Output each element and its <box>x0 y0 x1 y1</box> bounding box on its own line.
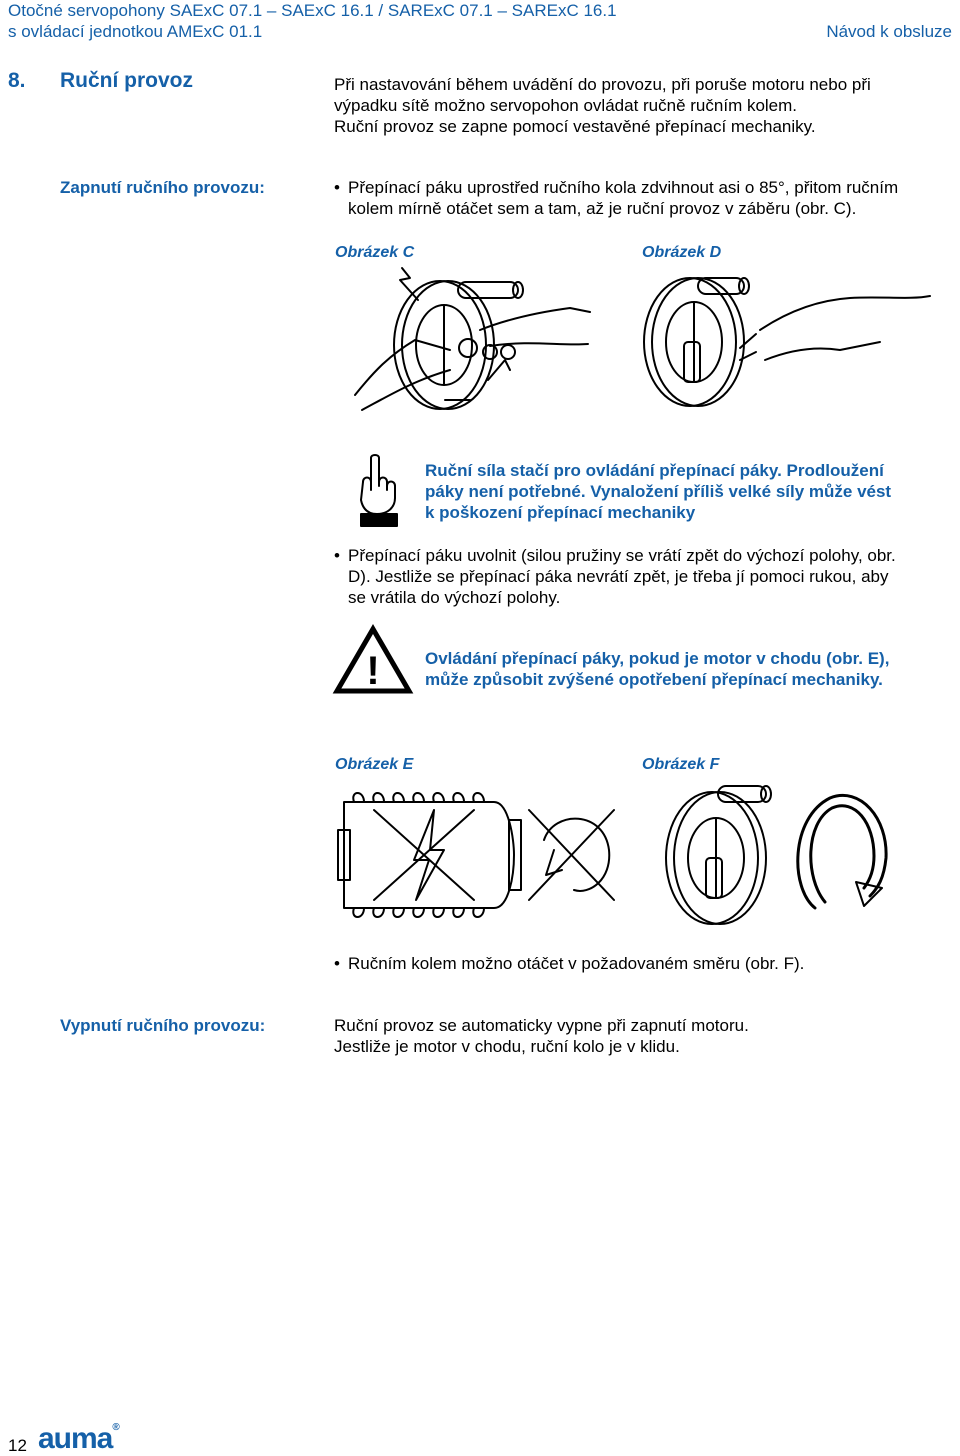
note-text <box>425 460 955 523</box>
registered-mark: ® <box>112 1422 119 1433</box>
disengage-label: Vypnutí ručního provozu: <box>60 1016 266 1035</box>
hand-icon <box>355 452 401 532</box>
disengage-line: Ruční provoz se automaticky vypne při zapnutí motoru. <box>334 1016 749 1035</box>
figure-e-label: Obrázek E <box>335 756 414 773</box>
direction-bullet-text: Ručním kolem možno otáčet v požadovaném směru (obr. F). <box>348 954 805 973</box>
header-title-line1: Otočné servopohony SAExC 07.1 – SAExC 16.1 / SARExC 07.1 – SARExC 16.1 <box>8 1 617 20</box>
figure-d-label: Obrázek D <box>642 244 722 261</box>
disengage-line: Jestliže je motor v chodu, ruční kolo je v klidu. <box>334 1037 680 1056</box>
release-bullet-line: Přepínací páku uvolnit (silou pružiny se vrátí zpět do výchozí polohy, obr. <box>348 546 896 565</box>
direction-bullet <box>334 953 954 974</box>
intro-line: Ruční provoz se zapne pomocí vestavěné přepínací mechaniky. <box>334 117 816 136</box>
section-number: 8. <box>8 69 26 92</box>
section-intro <box>334 74 954 137</box>
figure-f-illustration <box>660 778 900 938</box>
bullet-dot: • <box>334 178 340 197</box>
release-bullet-line: se vrátila do výchozí polohy. <box>348 588 561 607</box>
release-bullet-line: D). Jestliže se přepínací páka nevrátí zpět, je třeba jí pomoci rukou, aby <box>348 567 889 586</box>
warning-line: může způsobit zvýšené opotřebení přepínací mechaniky. <box>425 670 883 689</box>
note-line: páky není potřebné. Vynaložení příliš velké síly může vést <box>425 482 892 501</box>
section-title: Ruční provoz <box>60 69 194 92</box>
warning-text <box>425 648 955 690</box>
engage-label: Zapnutí ručního provozu: <box>60 178 265 197</box>
header-doc-type: Návod k obsluze <box>826 22 952 41</box>
figure-c-label: Obrázek C <box>335 244 415 261</box>
header-title-line2: s ovládací jednotkou AMExC 01.1 <box>8 22 263 41</box>
engage-bullet-line: Přepínací páku uprostřed ručního kola zdvihnout asi o 85°, přitom ručním <box>348 178 899 197</box>
release-bullet <box>334 545 954 608</box>
auma-logo <box>38 1422 119 1456</box>
figure-e-illustration <box>334 780 624 920</box>
warning-line: Ovládání přepínací páky, pokud je motor v chodu (obr. E), <box>425 649 890 668</box>
disengage-text <box>334 1015 954 1057</box>
figure-f-label: Obrázek F <box>642 756 720 773</box>
logo-text: auma <box>38 1422 113 1455</box>
intro-line: Při nastavování během uvádění do provozu, při poruše motoru nebo při <box>334 75 871 94</box>
bullet-dot: • <box>334 546 340 565</box>
figure-c-illustration <box>340 260 620 430</box>
bullet-dot: • <box>334 954 340 973</box>
note-line: Ruční síla stačí pro ovládání přepínací páky. Prodloužení <box>425 461 884 480</box>
page-number: 12 <box>8 1436 27 1455</box>
figure-d-illustration <box>640 270 940 420</box>
warning-triangle-icon <box>334 626 412 694</box>
engage-bullet <box>334 177 954 219</box>
note-line: k poškození přepínací mechaniky <box>425 503 696 522</box>
warning-symbol: ! <box>366 649 380 693</box>
intro-line: výpadku sítě možno servopohon ovládat ručně ručním kolem. <box>334 96 798 115</box>
engage-bullet-line: kolem mírně otáčet sem a tam, až je ruční provoz v záběru (obr. C). <box>348 199 857 218</box>
